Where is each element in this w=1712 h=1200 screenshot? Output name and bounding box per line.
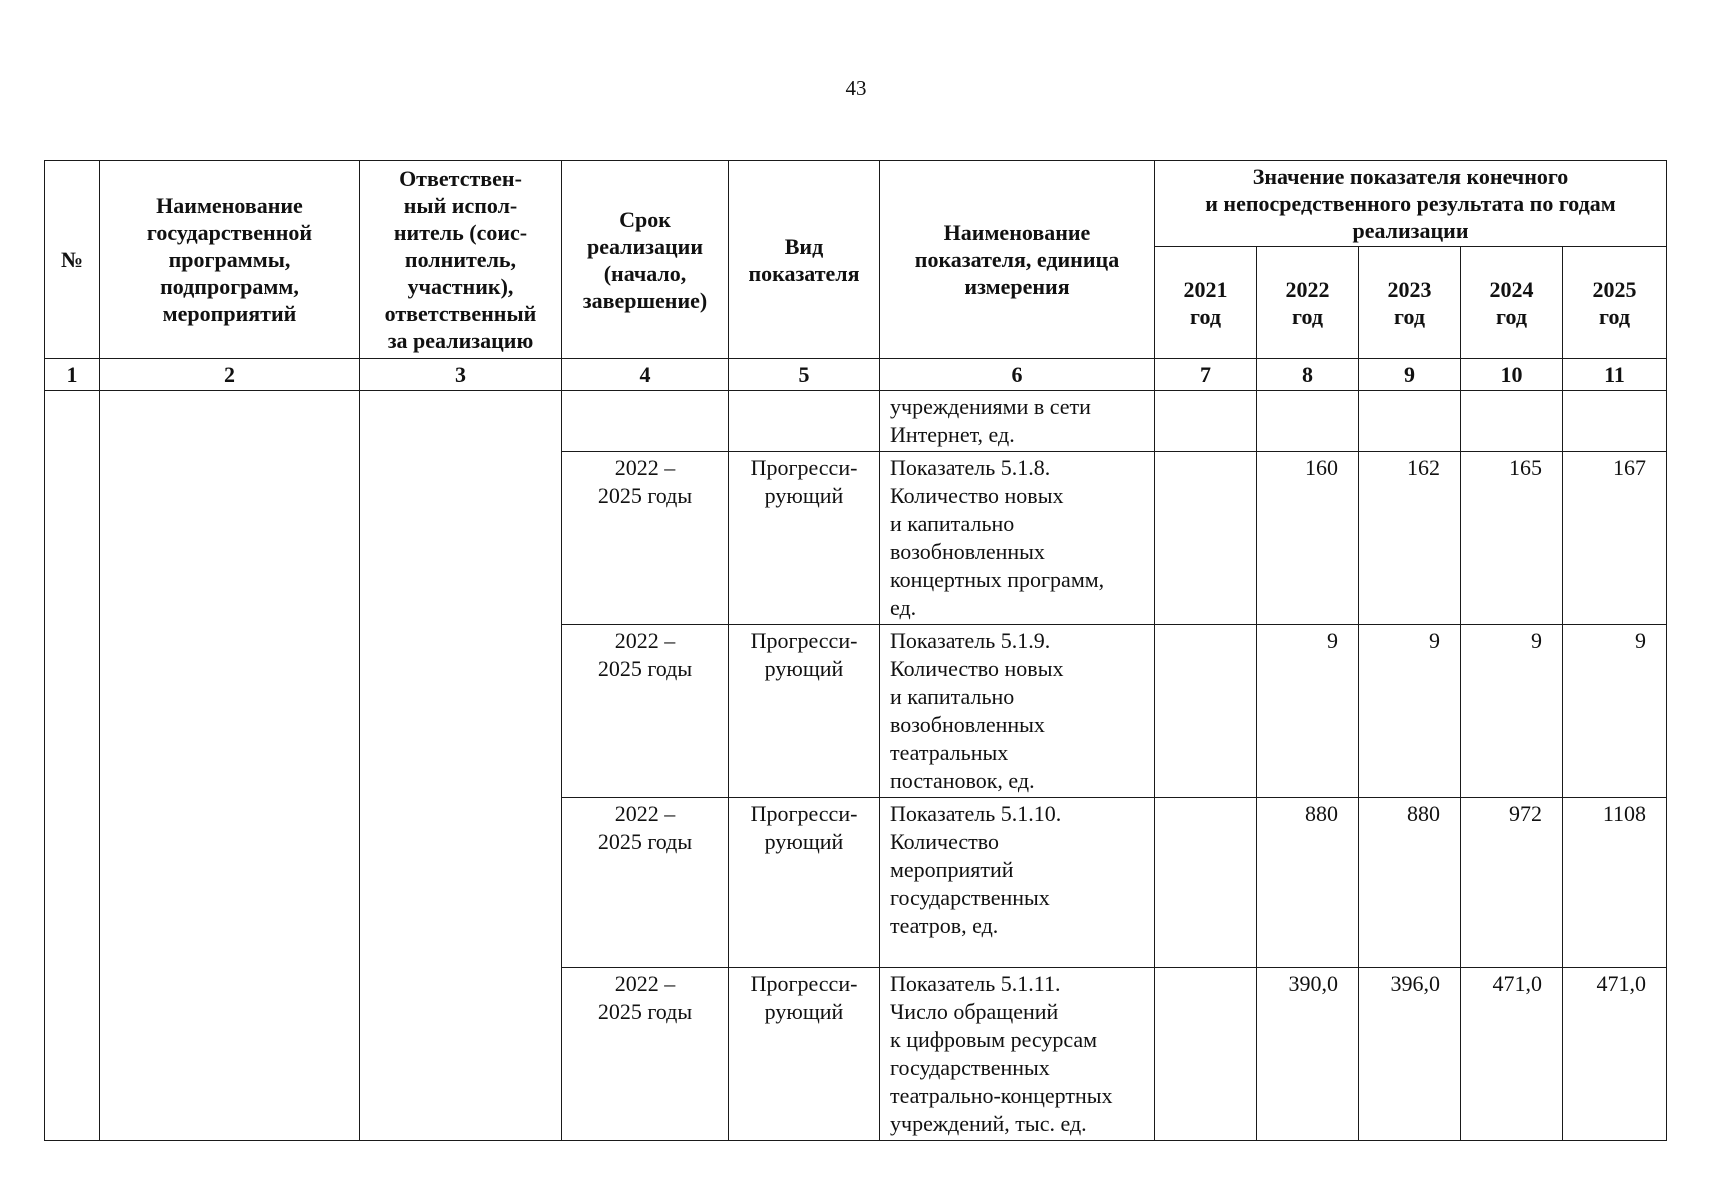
cell-value-2023: 9 (1359, 625, 1461, 798)
cell-value-2023: 880 (1359, 798, 1461, 968)
indicator-table (44, 160, 1667, 1141)
cell-value (1563, 391, 1667, 452)
header-indicator-name: Наименование показателя, единица измерения (880, 161, 1155, 359)
page-number: 43 (845, 76, 867, 100)
header-program-name: Наименование государственной программы, подпрограмм, мероприятий (100, 161, 360, 359)
cell-type (729, 391, 880, 452)
cell-value-2021 (1155, 452, 1257, 625)
cell-value-2022: 390,0 (1257, 968, 1359, 1141)
cell-indicator-name: Показатель 5.1.9. Количество новых и капитально возобновленных театральных постановок, ед. (880, 625, 1155, 798)
cell-indicator-name: учреждениями в сети Интернет, ед. (880, 391, 1155, 452)
cell-number (45, 391, 100, 1141)
cell-value (1461, 391, 1563, 452)
cell-term: 2022 – 2025 годы (562, 968, 729, 1141)
cell-value-2025: 471,0 (1563, 968, 1667, 1141)
cell-value-2022: 160 (1257, 452, 1359, 625)
cell-value-2024: 471,0 (1461, 968, 1563, 1141)
cell-responsible (360, 391, 562, 1141)
cell-value-2024: 9 (1461, 625, 1563, 798)
cell-value-2022: 880 (1257, 798, 1359, 968)
cell-type: Прогресси- рующий (729, 968, 880, 1141)
table-row-continuation (45, 391, 1667, 452)
cell-indicator-name: Показатель 5.1.11. Число обращений к цифровым ресурсам государственных театрально-концертных учреждений, тыс. ед. (880, 968, 1155, 1141)
header-number: № (45, 161, 100, 359)
cell-value-2023: 162 (1359, 452, 1461, 625)
cell-value (1155, 391, 1257, 452)
header-year-2023: 2023 год (1359, 247, 1461, 359)
header-year-2022: 2022 год (1257, 247, 1359, 359)
cell-value-2025: 167 (1563, 452, 1667, 625)
cell-value-2023: 396,0 (1359, 968, 1461, 1141)
header-year-2021: 2021 год (1155, 247, 1257, 359)
column-number-5: 5 (729, 359, 880, 391)
header-responsible: Ответствен- ный испол- нитель (соис- полнитель, участник), ответственный за реализацию (360, 161, 562, 359)
column-number-11: 11 (1563, 359, 1667, 391)
cell-value-2021 (1155, 625, 1257, 798)
cell-value (1359, 391, 1461, 452)
column-number-4: 4 (562, 359, 729, 391)
cell-indicator-name: Показатель 5.1.10. Количество мероприятий государственных театров, ед. (880, 798, 1155, 968)
cell-term (562, 391, 729, 452)
column-number-6: 6 (880, 359, 1155, 391)
cell-value-2022: 9 (1257, 625, 1359, 798)
column-number-2: 2 (100, 359, 360, 391)
cell-value-2025: 9 (1563, 625, 1667, 798)
cell-term: 2022 – 2025 годы (562, 798, 729, 968)
header-year-2024: 2024 год (1461, 247, 1563, 359)
header-values-group: Значение показателя конечного и непосредственного результата по годам реализации (1155, 161, 1667, 247)
cell-value-2024: 972 (1461, 798, 1563, 968)
column-number-7: 7 (1155, 359, 1257, 391)
header-indicator-type: Вид показателя (729, 161, 880, 359)
cell-type: Прогресси- рующий (729, 798, 880, 968)
cell-value (1257, 391, 1359, 452)
cell-value-2024: 165 (1461, 452, 1563, 625)
column-number-9: 9 (1359, 359, 1461, 391)
header-year-2025: 2025 год (1563, 247, 1667, 359)
column-number-1: 1 (45, 359, 100, 391)
cell-value-2025: 1108 (1563, 798, 1667, 968)
cell-indicator-name: Показатель 5.1.8. Количество новых и капитально возобновленных концертных программ, ед. (880, 452, 1155, 625)
header-term: Срок реализации (начало, завершение) (562, 161, 729, 359)
column-number-8: 8 (1257, 359, 1359, 391)
cell-value-2021 (1155, 798, 1257, 968)
cell-value-2021 (1155, 968, 1257, 1141)
cell-term: 2022 – 2025 годы (562, 452, 729, 625)
column-number-10: 10 (1461, 359, 1563, 391)
column-number-3: 3 (360, 359, 562, 391)
cell-term: 2022 – 2025 годы (562, 625, 729, 798)
cell-program-name (100, 391, 360, 1141)
cell-type: Прогресси- рующий (729, 625, 880, 798)
cell-type: Прогресси- рующий (729, 452, 880, 625)
